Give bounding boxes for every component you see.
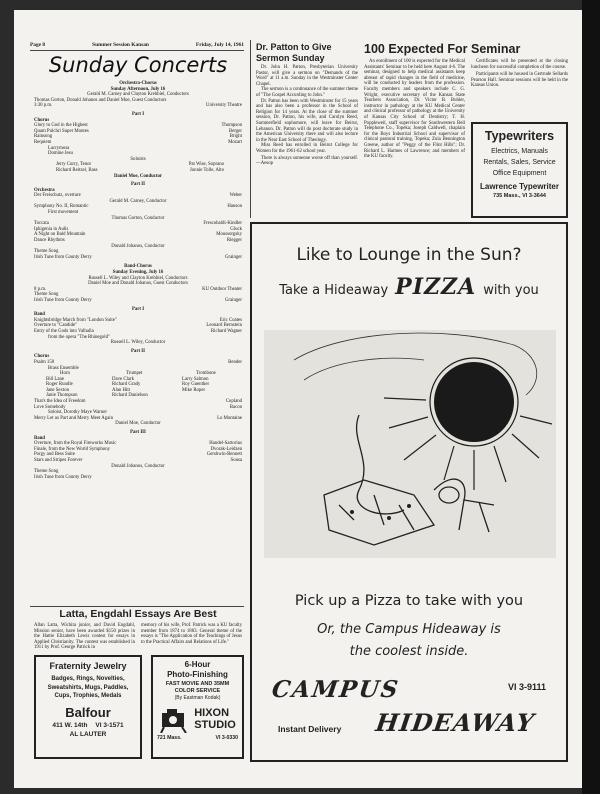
section-heading: Chorus (34, 354, 50, 360)
ad-line: COLOR SERVICE (174, 688, 221, 694)
seminar-col-2a: Certificates will be presented at the closing luncheon for successful completion of the course. (471, 59, 568, 70)
latta-article (34, 608, 242, 651)
studio-name: HIXON (194, 707, 230, 719)
ad-headline: Like to Lounge in the Sun? (296, 245, 522, 265)
latta-col-1: Allan Latta, Wichita junior, and David Engdahl, Mission senior, have been awarded $150 prizes in the Hattie Elizabeth Lewis contest for essays in Applied Christianity. The contest was established in 1911 by Prof. George Patrick in (34, 623, 135, 651)
photo-finishing-ad (151, 655, 244, 759)
bc-place: KU Outdoor Theater (202, 286, 242, 292)
seminar-col-2b: Participants will be housed in Gertrude Sellards Pearson Hall. Seminar sessions will be held in the Kansas Union. (471, 72, 568, 89)
conductor-line: Daniel Moe, Conductor (113, 173, 163, 179)
section-heading: Chorus (34, 117, 50, 123)
section-heading: Orchestra (34, 187, 55, 193)
campus-logo: CAMPUS (270, 676, 402, 703)
brass-table: Horn Trumpet Trombone Bill Lane Dave Clark Larry Salmon Roger Rundle Richard Grady Roy Guenther Jane Sexton Alan Hitt Mike Roper Janie Thompson Richard Danielson (46, 371, 216, 399)
issue-date: Friday, July 14, 1961 (195, 42, 244, 48)
ad-address: 721 Mass. (157, 735, 182, 741)
part-heading: Part II (131, 348, 145, 354)
conductor-line: Daniel Moe, Conductor (115, 421, 161, 427)
photographer-icon (159, 705, 189, 733)
seminar-headline: 100 Expected For Seminar (364, 42, 521, 56)
ad-title: Typewriters (484, 129, 555, 143)
program-line: Overture to "Candide" Leonard Bernstein (34, 323, 242, 329)
movement: from the opera "The Rhinegold" (48, 334, 110, 340)
ad-delivery: Instant Delivery (278, 724, 342, 734)
conductor-line: Russell L. Wiley, Conductor (110, 340, 166, 346)
oc-time: 3:30 p.m. (34, 103, 53, 109)
bc-when: Sunday Evening, July 16 (112, 270, 164, 275)
brass-heading: Brass Ensemble (48, 365, 79, 371)
soloist-row: Richard Reitzel, Bass Jonnie Tolle, Alto (56, 167, 224, 173)
program-line: Der Freischutz, overture Weber (34, 193, 242, 199)
seminar-col-1: An enrollment of 100 is expected for the Medical Assistants' Seminar to be held here August 4-6. The seminar, designed to help medical assistants keep abreast of rapid changes in the field of medicine, will be conducted by leaders from the profession. Faculty members and speakers include C. G. Wright, executive secretary of the Kansas State Teachers Association, Dr. Victor B. Buhler, instructor in pathology at the KU Medical Center and clinical professor of pathology at the University of Kansas City School of Dentistry; T. H. Poppleweil, staff supervisor for Southwestern Bell Telephone Co., Topeka; Joseph Caldwell, chaplain for the Boys Industrial School and supervisor of clinical pastoral training, Topeka; Zula Bennington Greene, author of "Peggy of the Flint Hills"; Dr. Richard L. Harmes of Lawrence; and members of the KU faculty. (364, 59, 465, 160)
soloists-heading: Soloists (130, 156, 146, 162)
program-line: Love Somebody Bacon (34, 404, 242, 410)
ad-line: Cups, Trophies, Medals (54, 693, 122, 699)
program-line: Irish Tune from County Derry (34, 474, 92, 480)
oc-place: University Theatre (205, 103, 242, 109)
conductor-line: Donald Johanos, Conductor (111, 463, 165, 469)
part-heading: Part I (131, 111, 145, 117)
movement: Domine Jesu (48, 151, 73, 157)
conductor-line: Thomas Gorton, Conductor (111, 215, 165, 221)
ad-title-2: Photo-Finishing (167, 669, 228, 679)
fraternity-jewelry-ad (34, 655, 142, 759)
studio-name-2: STUDIO (194, 719, 236, 731)
program-line: Knightsbridge March from "London Suite" Eric Coates (34, 317, 242, 323)
ad-line: Office Equipment (492, 170, 547, 177)
program-line: Requiem Mozart (34, 139, 242, 145)
program-line: Psalm 150 Bender (34, 359, 242, 365)
program-line: Irish Tune from County Derry Grainger (34, 254, 242, 260)
ad-title: Fraternity Jewelry (49, 661, 127, 671)
page-header (30, 42, 244, 48)
ad-text: with you (483, 283, 539, 298)
program-line: Iphigenia in Aulis Gluck (34, 226, 242, 232)
conductor-line: Donald Johanos, Conductor (111, 243, 165, 249)
ad-address: 411 W. 14th (52, 721, 88, 729)
ad-text: Take a Hideaway (279, 283, 389, 298)
scan-edge (582, 0, 600, 794)
oc-head: Orchestra-Chorus (119, 81, 157, 86)
concerts-headline: Sunday Concerts (48, 53, 228, 77)
program-line: That's the Idea of Freedom Copland (34, 399, 242, 405)
program-line: Porgy and Bess Suite Gershwin-Bennett (34, 452, 242, 458)
ad-brand: Lawrence Typewriter (480, 182, 559, 191)
bc-head: Band-Chorus (124, 264, 152, 270)
patton-para: Dr. Patton has been with Westminster for 15 years and has also been a professor in the School of Religion for 14 years. At the close of the summer session, Dr. Patton, his wife, and Carolyn Reed, Summerfield sophomore, will leave for Beirut, Lebanon. Dr. Patton will do post doctorate study in the American University there and will also lecture in the Near East School of Theology. (256, 98, 358, 143)
program-line: Dance Rhythms Riegger (34, 238, 242, 244)
ad-phone: VI 3-9111 (507, 682, 546, 692)
section-heading: Band (34, 435, 45, 441)
program-line: Rainsong Bright (34, 134, 242, 140)
theme-song: Theme Song (34, 469, 59, 475)
ad-line: Electrics, Manuals (491, 148, 548, 155)
program-line: Merry Let us Part and Merry Meet Again Lo Montaine (34, 415, 242, 421)
hideaway-logo: HIDEAWAY (373, 708, 537, 737)
pizza-ad (250, 222, 568, 762)
ad-person: AL LAUTER (69, 730, 107, 738)
part-heading: Part III (130, 430, 146, 436)
ad-brand: Balfour (65, 704, 111, 720)
movement: Lacrymosa (48, 145, 70, 151)
program-line: Entry of the Gods into Valhalla Richard Wagner (34, 328, 242, 334)
part-heading: Part I (131, 306, 145, 312)
oc-when: Sunday Afternoon, July 16 (110, 86, 166, 92)
conductor-line: Gerald M. Carney, Conductor (109, 198, 167, 204)
ad-line: Sweatshirts, Mugs, Paddles, (47, 684, 129, 691)
program-line: Toccata Frescobaldi-Kindler (34, 221, 242, 227)
bc-time: 8 p.m. (34, 286, 47, 292)
oc-cond2: Thomas Gorton, Donald Johanos and Daniel Moe, Guest Conductors (34, 97, 167, 103)
movement: First movement (48, 210, 79, 216)
ad-phone: VI 3-0330 (215, 735, 238, 741)
program-line: Quam Pulchri Super Montes Berger (34, 128, 242, 134)
latta-headline: Latta, Engdahl Essays Are Best (59, 608, 217, 620)
newspaper-page (14, 10, 582, 788)
patton-article (256, 42, 358, 167)
bc-cond1: Russell L. Wiley and Clayton Krehbiel, Conductors (88, 275, 188, 281)
program-line: Symphony No. II, Romantic Hanson (34, 204, 242, 210)
ad-subline (252, 274, 566, 300)
ad-headline: Pick up a Pizza to take with you (294, 593, 524, 609)
soloist-row: Jerry Curry, Tenor Pat Wise, Soprano (56, 162, 224, 168)
paper-name: Summer Session Kansan (92, 42, 149, 48)
section-heading: Band (34, 312, 45, 318)
program-line: Glory to God in the Highest Thompson (34, 123, 242, 129)
ad-text: the coolest inside. (349, 644, 469, 659)
bc-cond2: Daniel Moe and Donald Johanos, Guest Conductors (88, 281, 188, 287)
program-line: Irish Tune from County Derry Grainger (34, 297, 242, 303)
ad-address: 735 Mass., VI 3-3644 (493, 193, 546, 199)
ad-line: Badges, Rings, Novelties, (51, 676, 125, 682)
concerts-article (34, 52, 242, 480)
program-line: Finale, from the New World Symphony Dvorak-Leidzen (34, 446, 242, 452)
patton-headline: Dr. Patton to Give Sermon Sunday (256, 42, 332, 63)
theme-song: Theme Song (34, 292, 59, 298)
ad-line: (By Eastman Kodak) (174, 695, 221, 701)
ad-line: Rentals, Sales, Service (483, 159, 556, 166)
latta-col-2: memory of his wife, Prof. Patrick was a KU faculty member from 1874 to 1883. General theme of the essays is "The Application of the Teachings of Jesus to the Practical Affairs and Relations of Life." (141, 623, 242, 645)
patton-para: The sermon is a continuance of the summer theme of "The Gospel According to John." (256, 87, 358, 98)
program-line: A Night on Bald Mountain Moussorgsky (34, 232, 242, 238)
ad-text: Or, the Campus Hideaway is (317, 622, 501, 637)
program-line: Overture, from the Royal Fireworks Music Handel-Sartorius (34, 441, 242, 447)
theme-song: Theme Song (34, 249, 59, 255)
patton-para: Dr. John H. Patton, Presbyterian University Pastor, will give a sermon on "Demands of the Word" at 11 a.m. Sunday in the Westminster Center Chapel. (256, 65, 358, 87)
filler-quote: There is always someone worse off than yourself.—Aesop (256, 155, 358, 167)
ad-line: FAST MOVIE AND 35MM (165, 681, 230, 687)
ad-phone: VI 3-1571 (95, 721, 124, 729)
ad-title: 6-Hour (184, 660, 211, 669)
page-number: Page 8 (30, 42, 46, 48)
pizza-word: PIZZA (395, 274, 477, 300)
oc-cond1: Gerald M. Carney and Clayton Krehbiel, Conductors (87, 92, 189, 98)
sun-lounger-illustration (264, 320, 556, 560)
sun-icon (434, 362, 514, 442)
typewriters-ad (471, 122, 568, 218)
part-heading: Part II (131, 182, 145, 188)
program-line: Stars and Stripes Forever Sousa (34, 458, 242, 463)
soloist-line: Soloist, Dorothy Maye Warner (48, 410, 107, 416)
patton-para: Miss Reed has enrolled in Beirut College for Women for the 1961-62 school year. (256, 143, 358, 154)
